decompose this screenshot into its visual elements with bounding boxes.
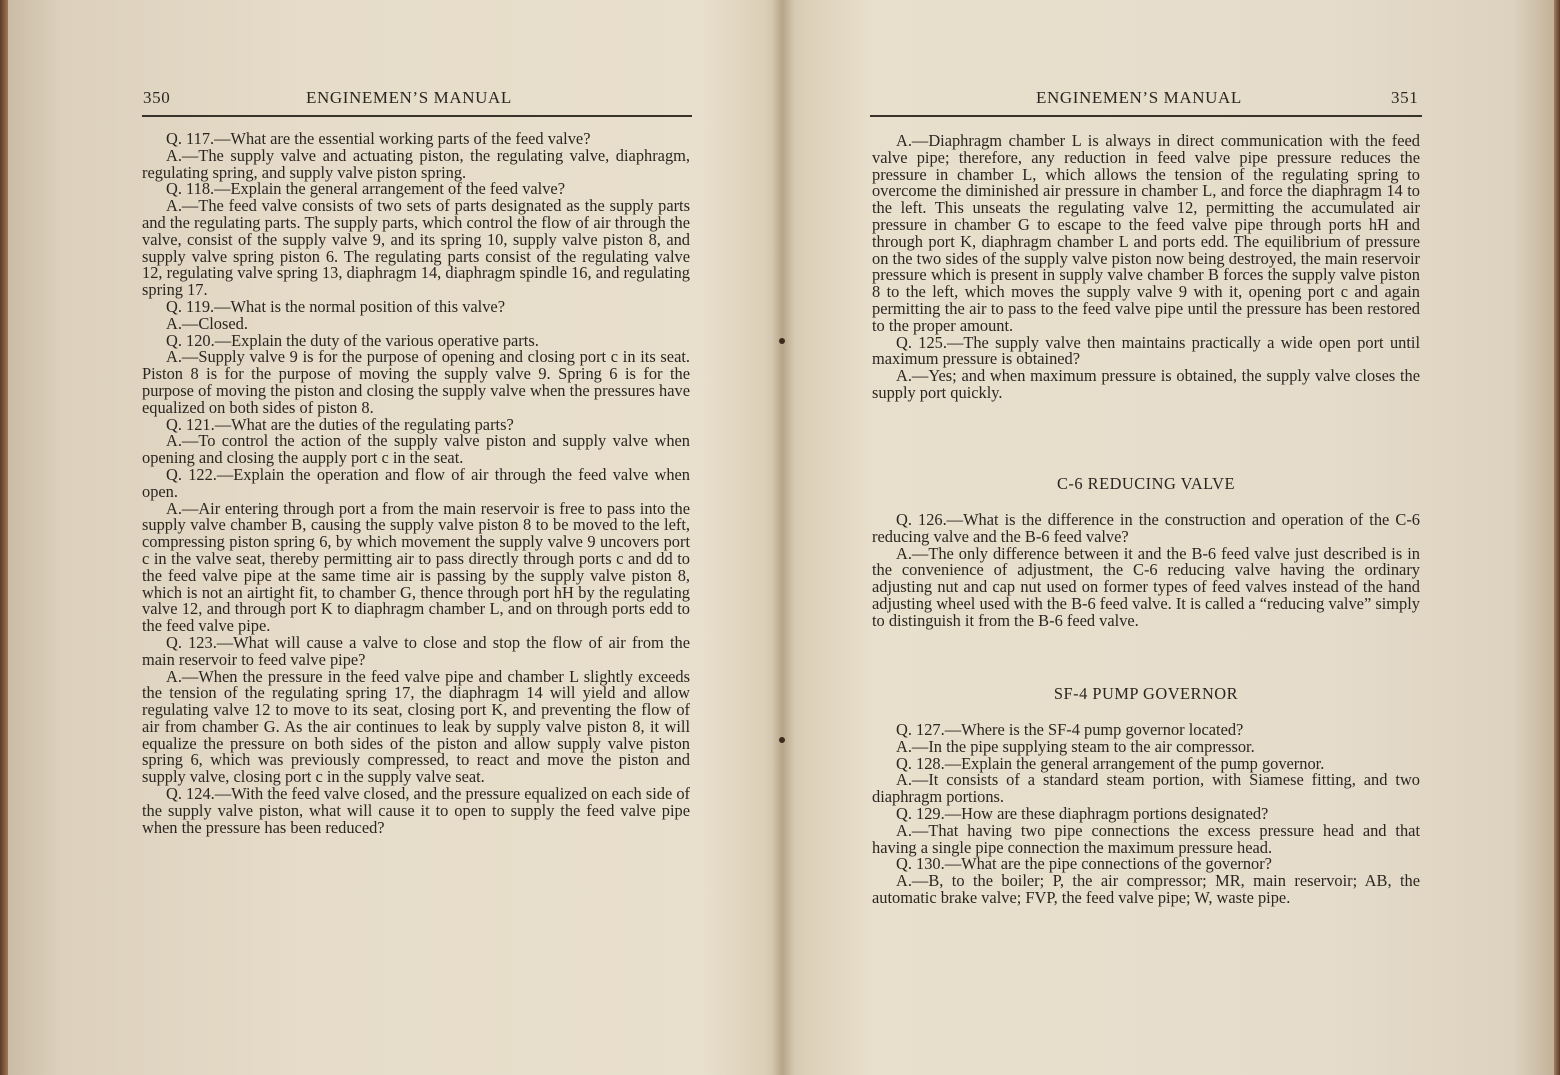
paragraph: Q. 128.—Explain the general arrangement of the pump governor. [896,753,1325,773]
paragraph: Q. 130.—What are the pipe connections of the governor? [896,854,1272,874]
left-header-rule [142,115,692,117]
paragraph: A.—Supply valve 9 is for the purpose of opening and closing port c in its seat. Piston 8 is for the purpose of moving the supply valve 9. Spring 6 is for the purpose of moving the piston and closing the supply valve when the pressures have equalized on both sides of piston 8. [142,347,690,417]
paragraph: A.—It consists of a standard steam portion, with Siamese fitting, and two diaphragm portions. [872,770,1420,807]
paragraph: A.—B, to the boiler; P, the air compressor; MR, main reservoir; AB, the automatic brake valve; FVP, the feed valve pipe; W, waste pipe. [872,871,1420,907]
paragraph: A.—In the pipe supplying steam to the air compressor. [896,736,1255,756]
section-heading-c6-reducing-valve: C-6 REDUCING VALVE [1056,474,1236,493]
paragraph: A.—That having two pipe connections the excess pressure head and that having a single pipe connection the maximum pressure head. [872,820,1420,857]
paragraph: A.—Air entering through port a from the main reservoir is free to pass into the supply valve chamber B, causing the supply valve piston 8 to be moved to the left, compressing piston spring 6, by which movement the supply valve 9 uncovers port c in the valve seat, thereby permitting air to pass directly through ports c and dd to the feed valve pipe at the same time air is passing by the supply valve piston 8, which is not an airtight fit, to chamber G, thence through port hH by the regulating valve 12, and through port K to diaphragm chamber L, and on through ports edd to the feed valve pipe. [142,498,690,636]
paragraph: A.—Closed. [166,313,248,333]
paragraph: A.—Yes; and when maximum pressure is obtained, the supply valve closes the supply port quickly. [872,366,1420,402]
right-page-number: 351 [1391,88,1419,107]
right-running-head: ENGINEMEN’S MANUAL [1036,88,1242,107]
paragraph: Q. 129.—How are these diaphragm portions designated? [896,803,1269,823]
paragraph: A.—Diaphragm chamber L is always in direct communication with the feed valve pipe; therefore, any reduction in feed valve pipe pressure reduces the pressure in chamber L, which allows the tension of the regulating spring to overcome the diminished air pressure in chamber L, and force the diaphragm 14 to the left. This unseats the regulating valve 12, permitting the accumulated air pressure in chamber G to escape to the feed valve pipe through ports hH and through port K, diaphragm chamber L and ports edd. The equilibrium of pressure on the two sides of the supply valve piston now being destroyed, the main reservoir pressure which is present in supply valve chamber B forces the supply valve piston 8 to the left, which moves the supply valve 9 with it, opening port c and again permitting the air to pass to the feed valve pipe until the pressure has been restored to the proper amount. [872,131,1420,335]
paragraph: Q. 127.—Where is the SF-4 pump governor located? [896,720,1244,739]
paragraph: A.—The feed valve consists of two sets of parts designated as the supply parts and the regulating parts. The supply parts, which control the flow of air through the valve, consist of the supply valve 9, and its spring 10, supply valve piston 8, and supply valve spring piston 6. The regulating parts consist of the regulating valve 12, regulating valve spring 13, diaphragm 14, diaphragm spindle 16, and regulating spring 17. [142,196,690,300]
paragraph: Q. 120.—Explain the duty of the various operative parts. [166,330,539,350]
right-header-rule [870,115,1422,117]
right-section-2-body [872,722,1420,907]
paragraph: Q. 122.—Explain the operation and flow of air through the feed valve when open. [142,464,690,501]
right-page-body-top [872,133,1420,402]
paragraph: Q. 126.—What is the difference in the construction and operation of the C-6 reducing valve and the B-6 feed valve? [872,510,1420,546]
paragraph: Q. 123.—What will cause a valve to close and stop the flow of air from the main reservoir to feed valve pipe? [142,632,690,669]
paragraph: A.—When the pressure in the feed valve pipe and chamber L slightly exceeds the tension of the regulating spring 17, the diaphragm 14 will yield and allow regulating valve 12 to move to its seat, closing port K, and preventing the flow of air from chamber G. As the air continues to leak by supply valve piston 8, it will equalize the pressure on both sides of the piston and allow supply valve piston spring 6, which was previously compressed, to react and move the piston and supply valve, closing port c in the supply valve seat. [142,666,690,787]
paragraph: Q. 121.—What are the duties of the regulating parts? [166,414,514,434]
paragraph: A.—The only difference between it and the B-6 feed valve just described is in the convenience of adjustment, the C-6 reducing valve having the ordinary adjusting nut and cap nut used on former types of feed valves instead of the hand adjusting wheel used with the B-6 feed valve. It is called a “reducing valve” simply to distinguish it from the B-6 feed valve. [872,543,1420,630]
left-running-head: ENGINEMEN’S MANUAL [306,88,512,107]
binding-thread [779,737,785,743]
binding-thread [779,338,785,344]
paragraph: Q. 118.—Explain the general arrangement of the feed valve? [166,179,565,199]
paragraph: A.—The supply valve and actuating piston, the regulating valve, diaphragm, regulating spring, and supply valve piston spring. [142,145,690,182]
paragraph: A.—To control the action of the supply valve piston and supply valve when opening and closing the aupply port c in the seat. [142,431,690,468]
right-page [790,0,1560,1075]
right-section-1-body [872,512,1420,630]
paragraph: Q. 124.—With the feed valve closed, and the pressure equalized on each side of the supply valve piston, what will cause it to open to supply the feed valve pipe when the pressure has been reduced? [142,784,690,837]
paragraph: Q. 119.—What is the normal position of this valve? [166,296,505,316]
left-page-body [142,131,690,836]
paragraph: Q. 125.—The supply valve then maintains practically a wide open port until maximum pressure is obtained? [872,332,1420,369]
left-page-number: 350 [143,88,171,107]
section-heading-sf4-pump-governor: SF-4 PUMP GOVERNOR [1053,684,1239,703]
paragraph: Q. 117.—What are the essential working parts of the feed valve? [166,129,591,148]
